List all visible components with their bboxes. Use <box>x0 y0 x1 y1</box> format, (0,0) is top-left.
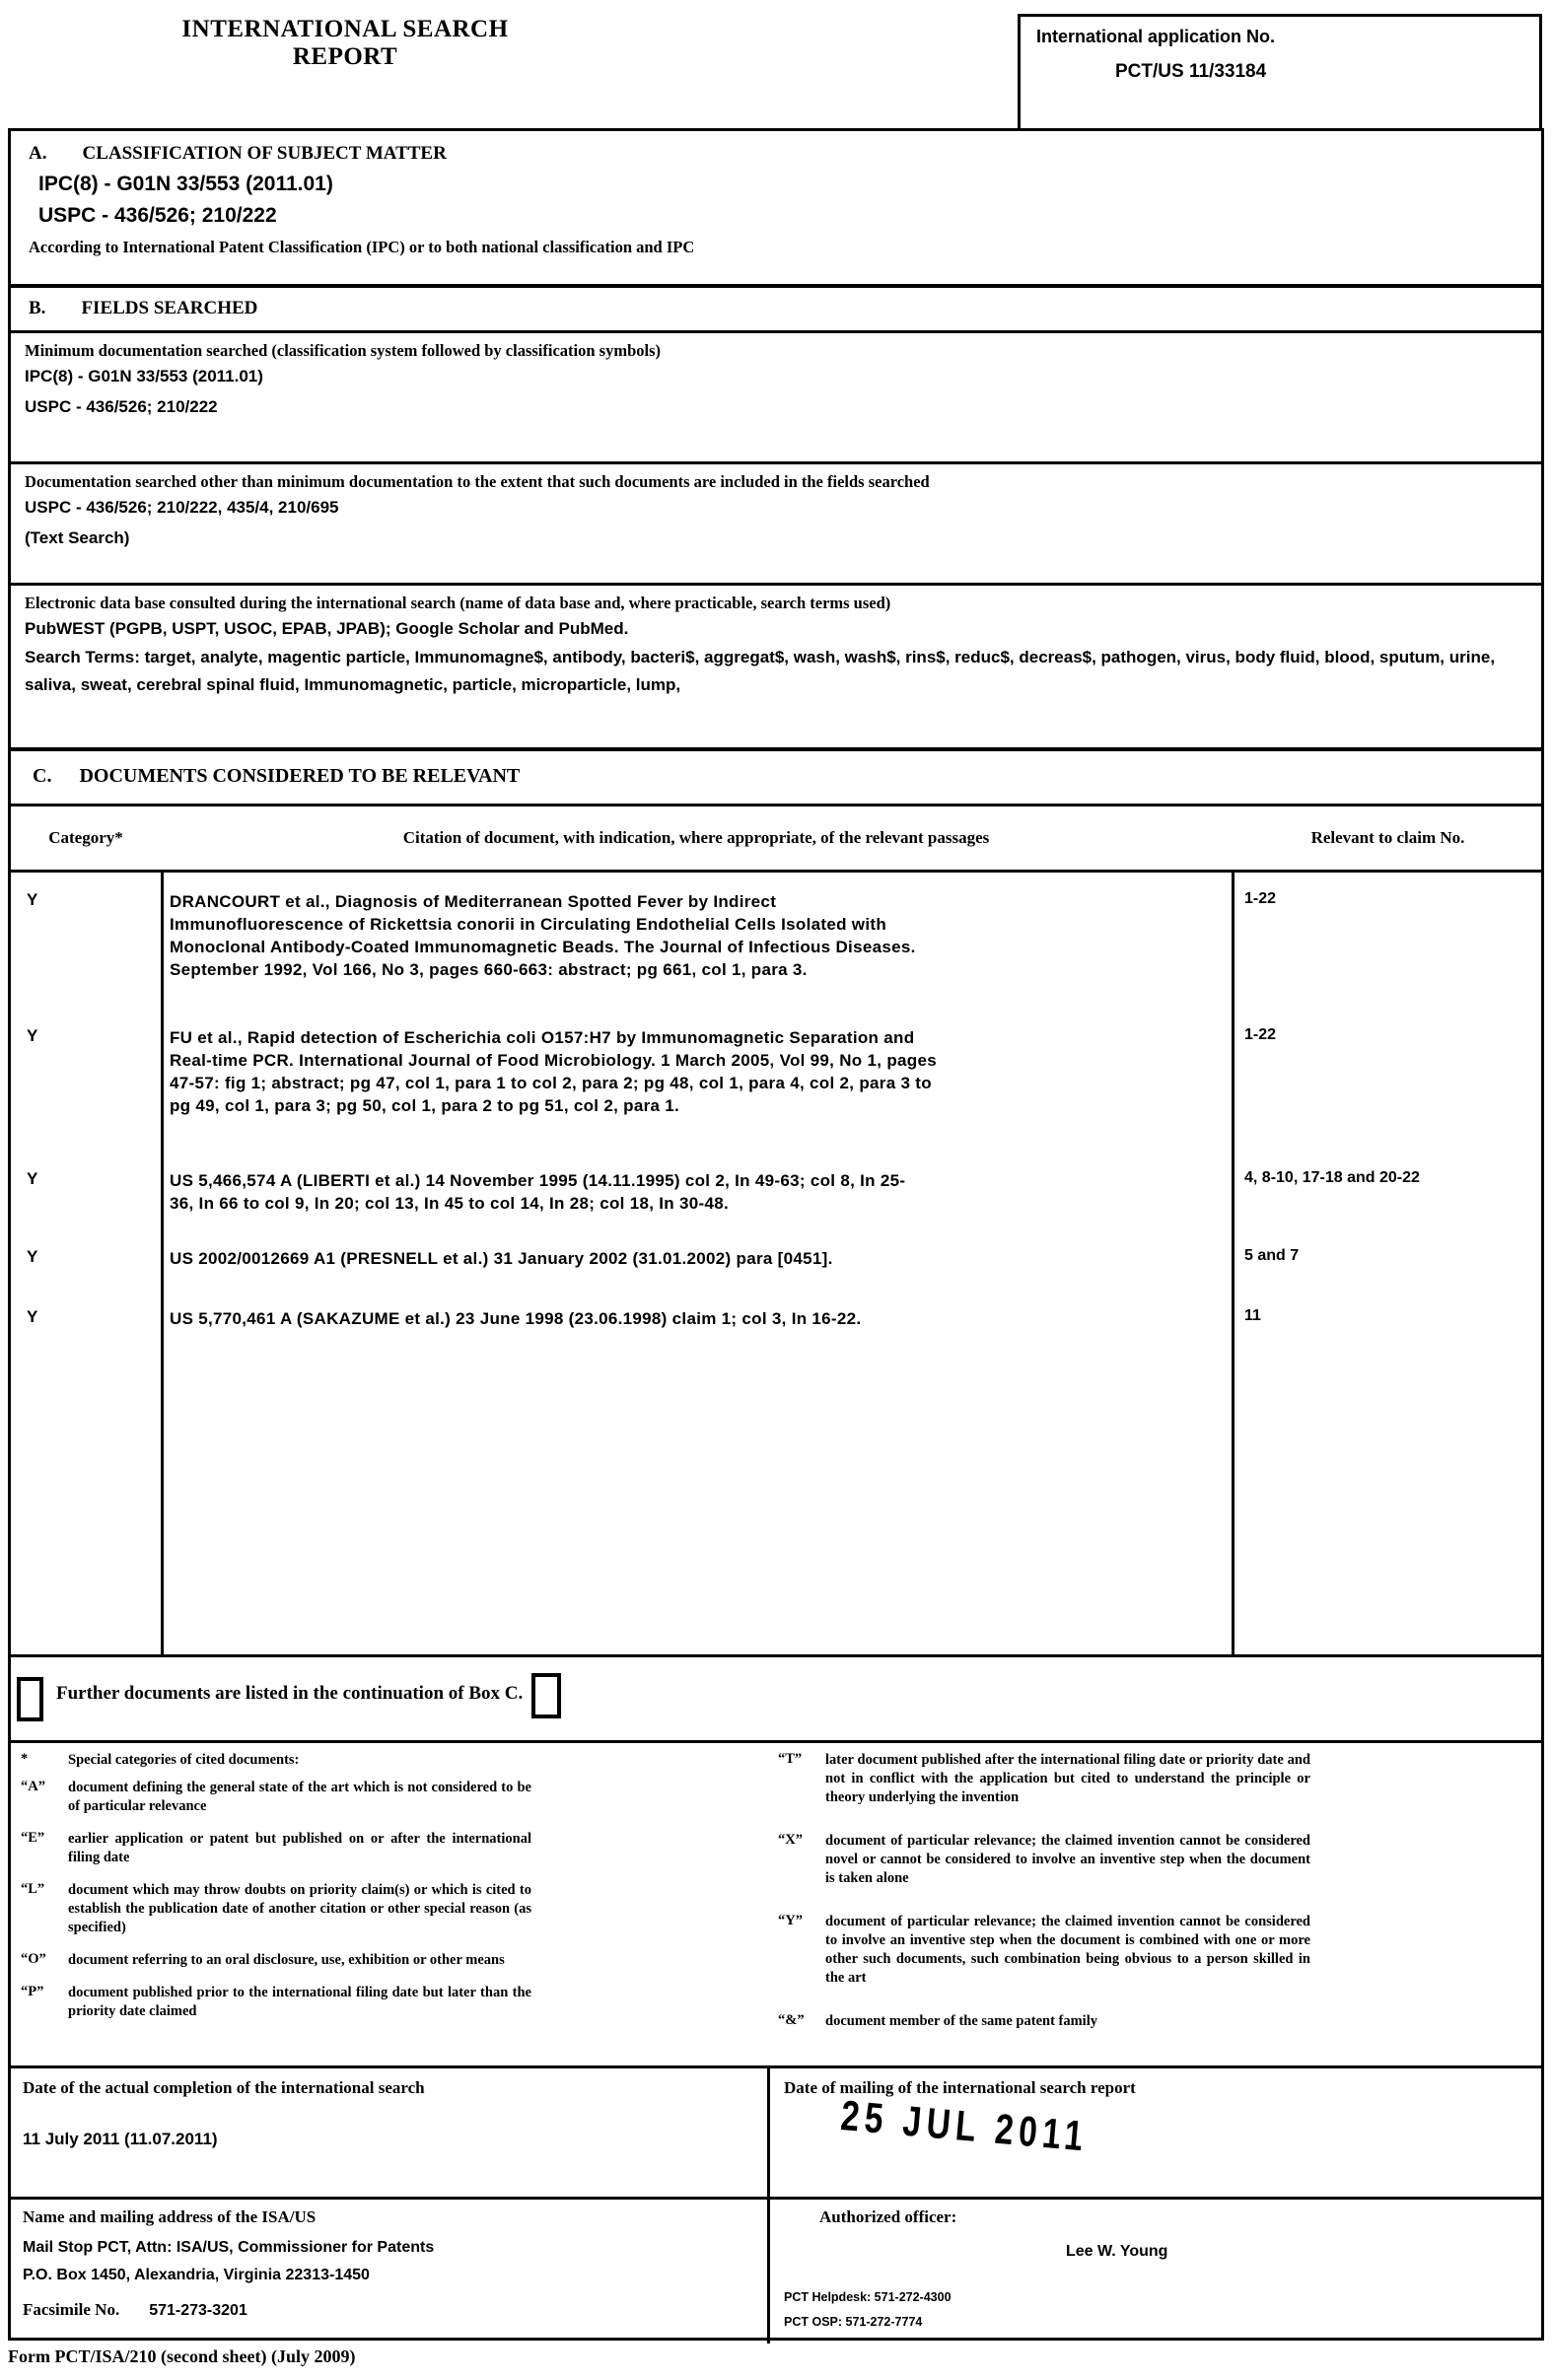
section-a-label: A. <box>29 143 47 164</box>
column-header-citation: Citation of document, with indication, where appropriate, of the relevant passages <box>402 828 990 847</box>
row-category: Y <box>27 1247 38 1266</box>
facsimile-number: 571-273-3201 <box>149 2302 247 2319</box>
report-body <box>8 128 1544 2341</box>
row-citation: US 2002/0012669 A1 (PRESNELL et al.) 31 January 2002 (31.01.2002) para [0451]. <box>170 1249 833 1268</box>
citation-table-body <box>11 873 1541 1654</box>
search-terms-line: Search Terms: target, analyte, magentic particle, Immunomagne$, antibody, bacteri$, aggregat$, wash, wash$, rins$, reduc$, decreas$, pathogen, virus, body fluid, blood, sputum, urine, saliva, sweat, cerebral spinal fluid, Immunomagnetic, particle, microparticle, lump, <box>25 648 1496 694</box>
minimum-ipc-line: IPC(8) - G01N 33/553 (2011.01) <box>25 367 263 385</box>
column-header-category: Category* <box>48 828 123 847</box>
isa-address-line1: Mail Stop PCT, Attn: ISA/US, Commissioner for Patents <box>23 2239 435 2256</box>
section-b-label: B. <box>29 298 46 318</box>
row-citation: DRANCOURT et al., Diagnosis of Mediterranean Spotted Fever by Indirect Immunofluorescence of Rickettsia conorii in Circulating Endothelial Cells Isolated with Monoclonal Antibody-Coated Immunomagnetic Beads. The Journal of Infectious Diseases. September 1992, Vol 166, No 3, pages 660-663: abstract; pg 661, col 1, para 3. <box>170 892 916 979</box>
section-a-classification <box>11 131 1541 284</box>
further-documents-checkbox[interactable] <box>17 1677 43 1721</box>
minimum-documentation-caption: Minimum documentation searched (classification system followed by classification symbols) <box>25 341 662 360</box>
section-b-title: FIELDS SEARCHED <box>81 298 258 318</box>
cited-documents-legend <box>11 1740 1541 2065</box>
legend-entry: “O” document referring to an oral disclosure, use, exhibition or other means <box>21 1951 505 1968</box>
section-c-title: DOCUMENTS CONSIDERED TO BE RELEVANT <box>79 765 521 787</box>
legend-entry: * Special categories of cited documents: <box>21 1751 300 1768</box>
section-b-header <box>11 284 1541 330</box>
pct-helpdesk-phone: PCT Helpdesk: 571-272-4300 <box>784 2290 952 2304</box>
other-documentation-caption: Documentation searched other than minimum documentation to the extent that such documents are included in the fields searched <box>25 472 930 491</box>
legend-entry: “Y” document of particular relevance; the claimed invention cannot be considered to involve an inventive step when the document is combined with one or more other such documents, such combination being obvious to a person skilled in the art <box>778 1913 1310 1986</box>
legend-entry: “A” document defining the general state of the art which is not considered to be of particular relevance <box>21 1779 531 1814</box>
electronic-database-box <box>11 583 1541 747</box>
legend-right-column <box>778 1751 1360 2056</box>
row-category: Y <box>27 1307 38 1326</box>
legend-entry: “&” document member of the same patent family <box>778 2012 1097 2029</box>
further-documents-row <box>11 1654 1541 1740</box>
legend-entry: “T” later document published after the international filing date or priority date and not in conflict with the application but cited to understand the principle or theory underlying the invention <box>778 1751 1310 1805</box>
row-claims: 11 <box>1244 1307 1261 1324</box>
citation-table-header <box>11 804 1541 873</box>
isa-address-line2: P.O. Box 1450, Alexandria, Virginia 22313-1450 <box>23 2267 370 2283</box>
section-c-label: C. <box>33 765 52 787</box>
row-claims: 5 and 7 <box>1244 1247 1300 1264</box>
mailing-date-stamp: 25 JUL 2011 <box>838 2092 1091 2161</box>
legend-entry: “X” document of particular relevance; the claimed invention cannot be considered novel or cannot be considered to involve an inventive step when the document is taken alone <box>778 1832 1310 1886</box>
other-uspc-line: USPC - 436/526; 210/222, 435/4, 210/695 <box>25 498 339 517</box>
other-documentation-box <box>11 461 1541 583</box>
section-c-header <box>11 747 1541 804</box>
dates-row <box>11 2065 1541 2197</box>
row-citation: US 5,466,574 A (LIBERTI et al.) 14 November 1995 (14.11.1995) col 2, In 49-63; col 8, In 25- 36, In 66 to col 9, In 20; col 13, In 45 to col 14, In 28; col 18, In 30-48. <box>170 1171 906 1213</box>
row-claims: 4, 8-10, 17-18 and 20-22 <box>1244 1169 1420 1186</box>
legend-left-column <box>21 1751 578 2035</box>
classification-note: According to International Patent Classification (IPC) or to both national classification and IPC <box>29 238 695 256</box>
legend-entry: “P” document published prior to the international filing date but later than the priority date claimed <box>21 1984 531 2019</box>
completion-date-cell <box>11 2068 770 2197</box>
column-header-claims: Relevant to claim No. <box>1310 828 1465 847</box>
row-category: Y <box>27 890 38 909</box>
row-claims: 1-22 <box>1244 890 1277 907</box>
authorized-officer-name: Lee W. Young <box>1066 2243 1168 2260</box>
section-a-title: CLASSIFICATION OF SUBJECT MATTER <box>82 143 447 164</box>
legend-entry: “E” earlier application or patent but published on or after the international filing date <box>21 1830 531 1865</box>
row-category: Y <box>27 1026 38 1045</box>
completion-date-label: Date of the actual completion of the international search <box>23 2078 425 2097</box>
mailing-date-label: Date of mailing of the international search report <box>784 2078 1136 2097</box>
completion-date-value: 11 July 2011 (11.07.2011) <box>23 2130 218 2148</box>
category-column-divider <box>161 873 164 1654</box>
authorized-officer-label: Authorized officer: <box>819 2207 957 2226</box>
pct-osp-phone: PCT OSP: 571-272-7774 <box>784 2315 923 2329</box>
legend-entry: “L” document which may throw doubts on priority claim(s) or which is cited to establish the publication date of another citation or other special reason (as specified) <box>21 1881 531 1935</box>
application-number-box <box>1018 14 1542 131</box>
row-citation: FU et al., Rapid detection of Escherichia coli O157:H7 by Immunomagnetic Separation and Real-time PCR. International Journal of Food Microbiology. 1 March 2005, Vol 99, No 1, pages 47-57: fig 1; abstract; pg 47, col 1, para 1 to col 2, para 2; pg 48, col 1, para 4, col 2, para 3 to pg 49, col 1, para 3; pg 50, col 1, para 2 to pg 51, col 2, para 1. <box>170 1028 937 1115</box>
row-category: Y <box>27 1169 38 1188</box>
further-documents-text: Further documents are listed in the continuation of Box C. <box>56 1683 524 1704</box>
isa-address-cell <box>11 2200 770 2344</box>
row-claims: 1-22 <box>1244 1026 1277 1043</box>
minimum-documentation-box <box>11 330 1541 461</box>
ipc-classification: IPC(8) - G01N 33/553 (2011.01) <box>38 173 333 195</box>
application-number-label: International application No. <box>1036 27 1276 46</box>
authorized-officer-cell <box>770 2200 1541 2344</box>
patent-family-annex-checkbox[interactable] <box>531 1673 561 1718</box>
minimum-uspc-line: USPC - 436/526; 210/222 <box>25 397 218 416</box>
row-citation: US 5,770,461 A (SAKAZUME et al.) 23 June 1998 (23.06.1998) claim 1; col 3, In 16-22. <box>170 1309 862 1328</box>
application-number-value: PCT/US 11/33184 <box>1115 61 1267 82</box>
form-identifier: Form PCT/ISA/210 (second sheet) (July 2009) <box>8 2346 356 2366</box>
databases-line: PubWEST (PGPB, USPT, USOC, EPAB, JPAB); Google Scholar and PubMed. <box>25 619 629 638</box>
claims-column-divider <box>1232 873 1235 1654</box>
document-title: INTERNATIONAL SEARCH REPORT <box>181 16 509 70</box>
isa-address-label: Name and mailing address of the ISA/US <box>23 2207 317 2226</box>
facsimile-label: Facsimile No. <box>23 2300 120 2319</box>
mailing-date-cell <box>770 2068 1541 2197</box>
isa-officer-row <box>11 2197 1541 2344</box>
electronic-database-caption: Electronic data base consulted during the international search (name of data base and, where practicable, search terms used) <box>25 594 891 612</box>
uspc-classification: USPC - 436/526; 210/222 <box>38 204 277 227</box>
text-search-line: (Text Search) <box>25 528 130 547</box>
